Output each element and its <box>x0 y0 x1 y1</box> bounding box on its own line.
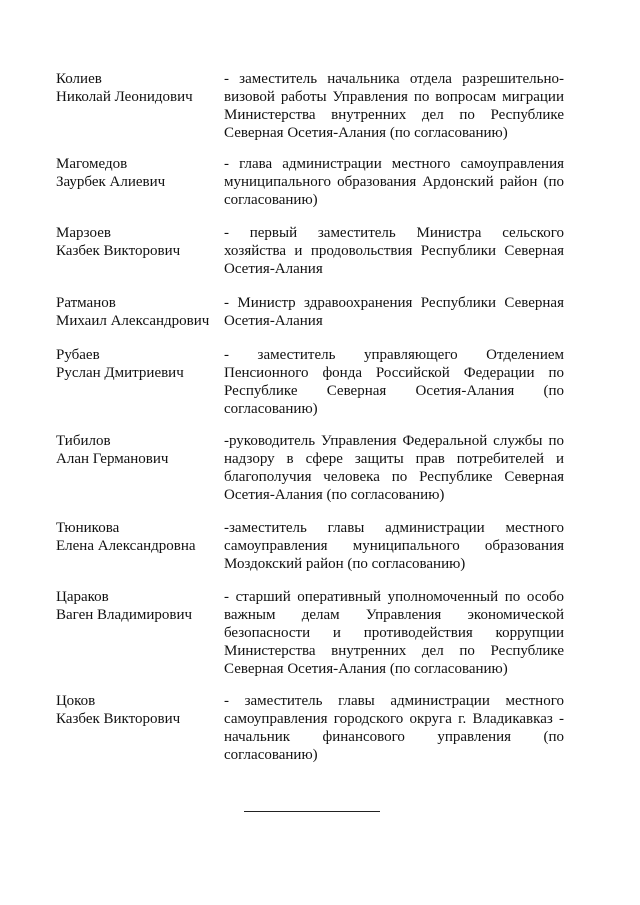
member-surname: Марзоев <box>56 225 111 241</box>
member-surname: Магомедов <box>56 156 128 172</box>
role-line: самоуправления муниципального образования <box>224 538 564 554</box>
member-name <box>56 224 226 260</box>
role-line: - заместитель главы администрации местного <box>224 693 564 709</box>
role-line: визовой работы Управления по вопросам миграции <box>224 89 564 105</box>
member-surname: Ратманов <box>56 295 116 311</box>
role-line: - первый заместитель Министра сельского <box>224 225 564 241</box>
role-line: Моздокский район (по согласованию) <box>224 556 466 572</box>
member-surname: Рубаев <box>56 347 100 363</box>
member-name <box>56 155 226 191</box>
role-line: - глава администрации местного самоуправления <box>224 156 564 172</box>
member-given-names: Казбек Викторович <box>56 711 181 727</box>
role-line: Республике Северная Осетия-Алания (по <box>224 383 564 399</box>
role-line: начальник финансового управления (по <box>224 729 564 745</box>
member-name <box>56 346 226 382</box>
member-surname: Колиев <box>56 71 102 87</box>
role-line: Министерства внутренних дел по Республике <box>224 643 564 659</box>
member-surname: Тюникова <box>56 520 120 536</box>
member-name <box>56 70 226 106</box>
member-name <box>56 294 226 330</box>
member-name <box>56 432 226 468</box>
role-line: согласованию) <box>224 192 318 208</box>
member-name <box>56 692 226 728</box>
role-line: надзору в сфере защиты прав потребителей и <box>224 451 564 467</box>
member-given-names: Ваген Владимирович <box>56 607 193 623</box>
member-given-names: Казбек Викторович <box>56 243 181 259</box>
role-line: - заместитель начальника отдела разрешительно- <box>224 71 564 87</box>
member-surname: Тибилов <box>56 433 111 449</box>
member-given-names: Михаил Александрович <box>56 313 210 329</box>
member-surname: Цоков <box>56 693 96 709</box>
member-name <box>56 519 226 555</box>
role-line: Министерства внутренних дел по Республике <box>224 107 564 123</box>
role-line: - заместитель управляющего Отделением <box>224 347 564 363</box>
role-line: - старший оперативный уполномоченный по особо <box>224 589 564 605</box>
member-role <box>224 519 564 573</box>
role-line: муниципального образования Ардонский район (по <box>224 174 564 190</box>
role-line: согласованию) <box>224 747 318 763</box>
member-role <box>224 224 564 278</box>
role-line: важным делам Управления экономической <box>224 607 564 623</box>
member-name <box>56 588 226 624</box>
role-line: Осетия-Алания <box>224 313 323 329</box>
member-role <box>224 432 564 504</box>
member-given-names: Заурбек Алиевич <box>56 174 166 190</box>
role-line: Осетия-Алания (по согласованию) <box>224 487 445 503</box>
role-line: согласованию) <box>224 401 318 417</box>
member-given-names: Руслан Дмитриевич <box>56 365 184 381</box>
member-role <box>224 346 564 418</box>
member-given-names: Алан Германович <box>56 451 169 467</box>
role-line: -заместитель главы администрации местного <box>224 520 564 536</box>
role-line: Осетия-Алания <box>224 261 323 277</box>
role-line: безопасности и противодействия коррупции <box>224 625 564 641</box>
member-role <box>224 588 564 678</box>
role-line: Северная Осетия-Алания (по согласованию) <box>224 661 508 677</box>
member-surname: Цараков <box>56 589 109 605</box>
member-given-names: Николай Леонидович <box>56 89 193 105</box>
closing-divider-line <box>244 811 380 812</box>
role-line: благополучия человека по Республике Северная <box>224 469 564 485</box>
role-line: - Министр здравоохранения Республики Северная <box>224 295 564 311</box>
member-role <box>224 294 564 330</box>
role-line: Северная Осетия-Алания (по согласованию) <box>224 125 508 141</box>
role-line: Пенсионного фонда Российской Федерации по <box>224 365 564 381</box>
member-given-names: Елена Александровна <box>56 538 196 554</box>
role-line: -руководитель Управления Федеральной службы по <box>224 433 564 449</box>
member-role <box>224 70 564 142</box>
role-line: самоуправления городского округа г. Владикавказ - <box>224 711 564 727</box>
member-role <box>224 155 564 209</box>
role-line: хозяйства и продовольствия Республики Северная <box>224 243 564 259</box>
member-role <box>224 692 564 764</box>
